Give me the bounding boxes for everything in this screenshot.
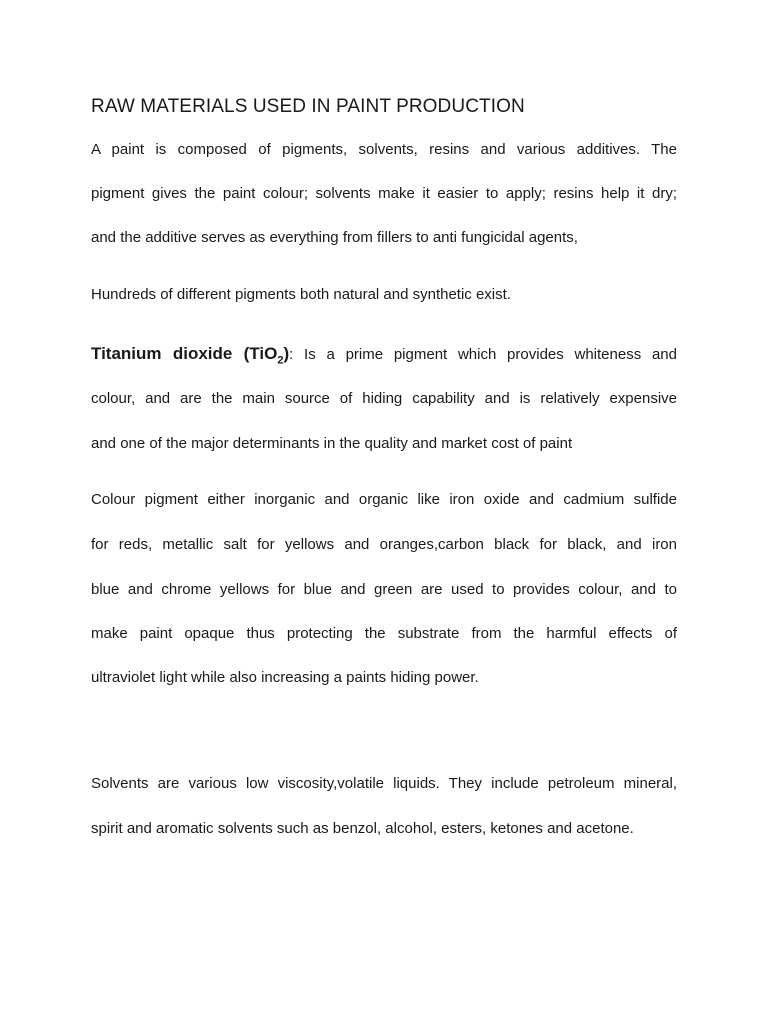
colour-pigment-line: ultraviolet light while also increasing a paints hiding power. [91,669,479,686]
pigments-sentence: Hundreds of different pigments both natural and synthetic exist. [91,286,511,303]
colour-pigment-line: Colour pigment either inorganic and organic like iron oxide and cadmium sulfide [91,491,677,508]
titanium-definition: : Is a prime pigment which provides whiteness and [289,346,677,363]
colour-pigment-line: blue and chrome yellows for blue and green are used to provides colour, and to [91,581,677,598]
titanium-term: Titanium dioxide (TiO$_2$) [91,344,290,367]
document-title: RAW MATERIALS USED IN PAINT PRODUCTION [91,96,525,117]
colour-pigment-line: for reds, metallic salt for yellows and oranges,carbon black for black, and iron [91,536,677,553]
colour-pigment-line: make paint opaque thus protecting the substrate from the harmful effects of [91,625,677,642]
intro-line: A paint is composed of pigments, solvents, resins and various additives. The [91,141,677,158]
solvents-line: spirit and aromatic solvents such as benzol, alcohol, esters, ketones and acetone. [91,820,634,837]
titanium-line: colour, and are the main source of hiding capability and is relatively expensive [91,390,677,407]
intro-line: and the additive serves as everything from fillers to anti fungicidal agents, [91,229,578,246]
titanium-first-line [91,344,677,365]
titanium-line: and one of the major determinants in the quality and market cost of paint [91,435,573,452]
intro-line: pigment gives the paint colour; solvents make it easier to apply; resins help it dry; [91,185,677,202]
solvents-line: Solvents are various low viscosity,volatile liquids. They include petroleum mineral, [91,775,677,792]
